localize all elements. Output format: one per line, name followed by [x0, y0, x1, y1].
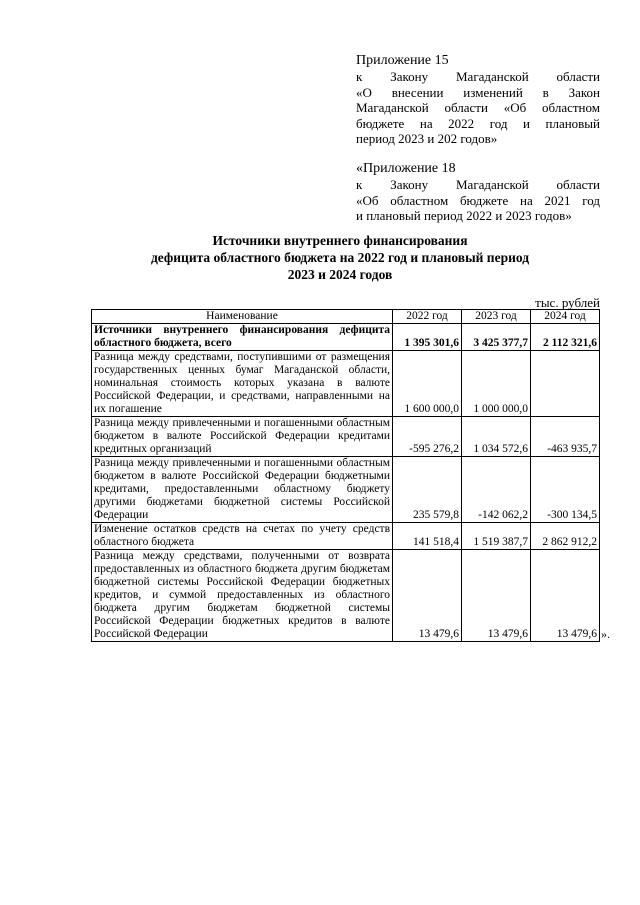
value-2022: 1 395 301,6: [393, 324, 462, 351]
value-2024: [531, 351, 600, 417]
value-2023: 13 479,6: [462, 550, 531, 642]
units-label: тыс. рублей: [535, 295, 600, 310]
header-year-2023: 2023 год: [462, 310, 531, 324]
value-2022: 1 600 000,0: [393, 351, 462, 417]
table-row-last: [92, 550, 600, 642]
value-2022: 235 579,8: [393, 457, 462, 523]
row-name: Разница между средствами, поступившими от размещения государственных ценных бумаг Магаданской области, номинальная стоимость которых указана в валюте Российской Федерации, и средствами, направленными на их погашение: [92, 351, 393, 417]
header-year-2024: 2024 год: [531, 310, 600, 324]
appendix-18-block: [356, 160, 600, 224]
row-name: Изменение остатков средств на счетах по учету средств областного бюджета: [92, 523, 393, 550]
value-2023: 1 034 572,6: [462, 417, 531, 457]
financing-sources-table: [91, 309, 600, 642]
appendix-15-line: бюджете на 2022 год и плановый: [356, 115, 600, 131]
value-2022: -595 276,2: [393, 417, 462, 457]
row-name: Источники внутреннего финансирования дефицита областного бюджета, всего: [92, 324, 393, 351]
document-title-line: дефицита областного бюджета на 2022 год и плановый период: [150, 250, 530, 265]
row-name: Разница между привлеченными и погашенными областным бюджетом в валюте Российской Федерации бюджетными кредитами, предоставленными областному бюджету другими бюджетами бюджетной системы Российской Федерации: [92, 457, 393, 523]
value-2024: 2 112 321,6: [531, 324, 600, 351]
value-2024: -300 134,5: [531, 457, 600, 523]
appendix-18-title: «Приложение 18: [356, 161, 456, 176]
header-name: Наименование: [92, 310, 393, 324]
closing-quote-mark: ».: [601, 627, 610, 641]
appendix-15-title: Приложение 15: [356, 53, 449, 68]
value-2023: -142 062,2: [462, 457, 531, 523]
appendix-18-line: и плановый период 2022 и 2023 годов»: [356, 208, 572, 223]
value-2024: 13 479,6: [531, 550, 600, 642]
appendix-15-line: Магаданской области «Об областном: [356, 100, 600, 115]
value-2023: 3 425 377,7: [462, 324, 531, 351]
table-row: [92, 351, 600, 417]
appendix-15-line: период 2023 и 202 годов»: [356, 131, 498, 146]
row-name: Разница между средствами, полученными от возврата предоставленных из областного бюджета другим бюджетам бюджетной системы Российской Федерации бюджетных кредитов, и суммой предоставленных из областного бюджета другим бюджетам бюджетной системы Российской Федерации бюджетных кредитов в валюте Российской Федерации: [92, 550, 393, 642]
header-year-2022: 2022 год: [393, 310, 462, 324]
value-2024: 2 862 912,2: [531, 523, 600, 550]
document-title-line: 2023 и 2024 годов: [287, 267, 393, 282]
appendix-15-line: к Закону Магаданской области: [356, 69, 600, 84]
row-name: Разница между привлеченными и погашенными областным бюджетом в валюте Российской Федерации кредитами кредитных организаций: [92, 417, 393, 457]
value-2023: 1 519 387,7: [462, 523, 531, 550]
value-2022: 141 518,4: [393, 523, 462, 550]
document-title-line: Источники внутреннего финансирования: [212, 233, 468, 248]
appendix-18-line: к Закону Магаданской области: [356, 177, 600, 192]
value-2022: 13 479,6: [393, 550, 462, 642]
table-row: [92, 523, 600, 550]
table-row-total: [92, 324, 600, 351]
table-header-row: [92, 310, 600, 324]
value-2023: 1 000 000,0: [462, 351, 531, 417]
value-2024: -463 935,7: [531, 417, 600, 457]
table-row: [92, 457, 600, 523]
table-row: [92, 417, 600, 457]
appendix-15-block: [356, 52, 600, 147]
document-title: [60, 232, 620, 283]
appendix-15-line: «О внесении изменений в Закон: [356, 84, 600, 100]
appendix-18-line: «Об областном бюджете на 2021 год: [356, 192, 600, 208]
